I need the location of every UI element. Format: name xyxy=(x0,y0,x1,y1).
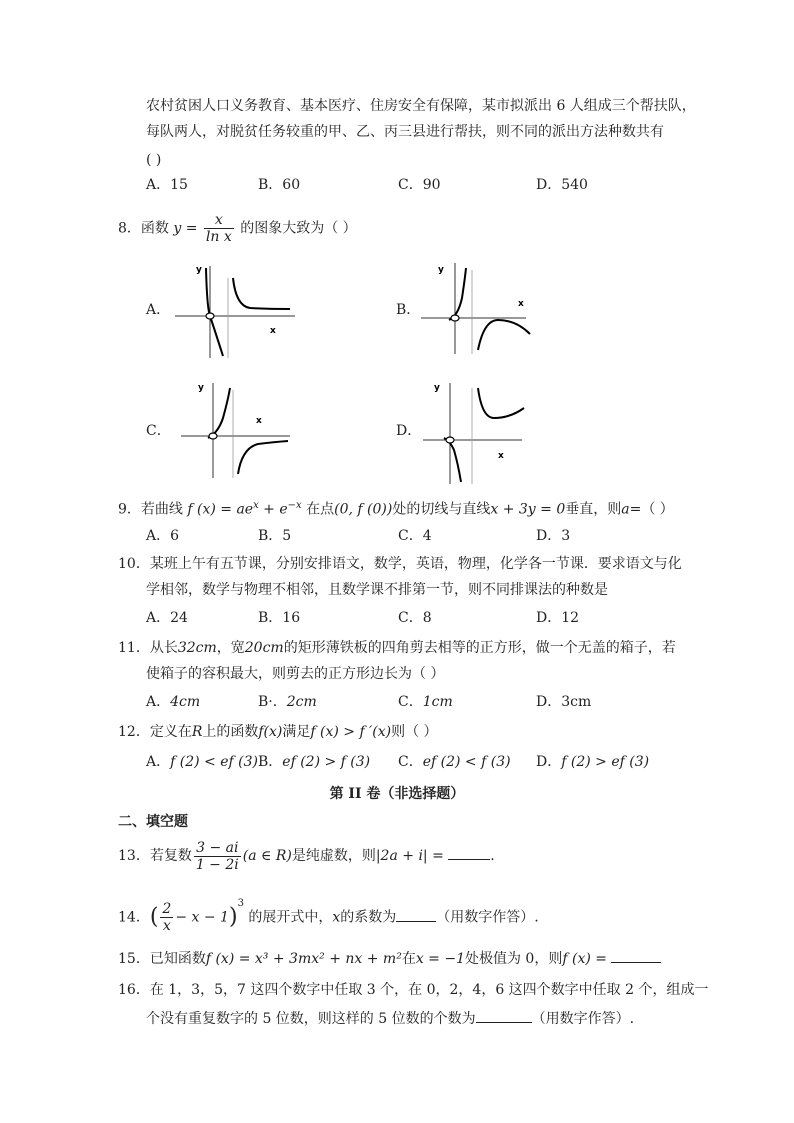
q11-option-c xyxy=(398,692,453,712)
q11-option-b-value: 2cm xyxy=(286,694,317,710)
q9-text-b: 在点 xyxy=(306,501,335,518)
graph-a-curve-right xyxy=(233,278,290,309)
q14-answer-blank[interactable] xyxy=(396,907,436,922)
q11-t3: 的矩形薄铁板的四角剪去相等的正方形，做一个无盖的箱子，若 xyxy=(283,640,676,656)
q9-paren: （ ） xyxy=(641,501,674,518)
q11-option-d-value: 3cm xyxy=(561,694,592,710)
q15-expr: f (x) = x³ + 3mx² + nx + m² xyxy=(205,951,402,967)
q11-v1: 32cm xyxy=(177,640,217,656)
q11-option-d-label: D． xyxy=(536,694,562,710)
q11-line1 xyxy=(118,638,676,658)
q12-f1: f(x) xyxy=(258,724,283,740)
graph-a-y-label: y xyxy=(196,265,202,275)
q11-line2: 使箱子的容积最大，则剪去的正方形边长为（ ） xyxy=(146,666,445,682)
q12-option-b xyxy=(258,752,370,772)
q12-stem xyxy=(118,722,438,742)
q16-line2 xyxy=(146,1008,634,1029)
q13-abs: |2a + i| = xyxy=(375,848,444,864)
q12-cond: f (x) > f ′(x) xyxy=(310,724,392,740)
q11-option-a xyxy=(146,692,200,712)
q12-t1: 12．定义在 xyxy=(118,724,192,740)
q14-x: x xyxy=(332,909,341,926)
q8-y-eq: y = xyxy=(173,220,198,237)
graph-b-curve-right xyxy=(478,320,530,350)
q7-option-c: C．90 xyxy=(398,177,441,193)
graph-a-open-point xyxy=(206,313,214,319)
graph-c-y-label: y xyxy=(198,383,204,393)
q8-frac-num: x xyxy=(204,212,234,229)
q12-option-d xyxy=(536,752,649,772)
section2-heading: 二、填空题 xyxy=(118,814,188,830)
q8-num: 8．函数 xyxy=(118,220,169,237)
q8-label-c: C． xyxy=(146,423,171,439)
q11-v2: 20cm xyxy=(244,640,284,656)
q12-option-c-label: C． xyxy=(398,754,423,770)
q14-t2: 的展开式中， xyxy=(248,909,333,926)
q10-option-c: C．8 xyxy=(398,610,432,626)
graph-c-curve-left xyxy=(208,388,230,438)
q11-t2: ，宽 xyxy=(216,640,245,656)
q9-text-a: 9．若曲线 xyxy=(118,501,183,518)
graph-d-y-label: y xyxy=(434,383,440,393)
graph-a-curve-left xyxy=(206,268,223,356)
q14-stem xyxy=(118,894,539,938)
q15-t1: 15．已知函数 xyxy=(118,951,206,967)
q13-cond: (a ∈ R) xyxy=(242,848,292,864)
q7-option-a: A．15 xyxy=(146,177,188,193)
graph-d-open-point xyxy=(446,437,454,443)
q10-option-b: B．16 xyxy=(258,610,301,626)
q13-stem xyxy=(118,836,495,876)
q13-fraction xyxy=(194,840,241,873)
q14-rest: − x − 1 xyxy=(175,909,229,926)
q16-line2b: （用数字作答）. xyxy=(531,1011,635,1027)
q10-line1: 10．某班上午有五节课，分别安排语文，数学，英语，物理，化学各一节课．要求语文与化 xyxy=(118,556,682,572)
q12-option-b-value: ef (2) > f (3) xyxy=(282,754,371,770)
q9-expr: f (x) = ae xyxy=(187,501,254,518)
graph-d-curve-right xyxy=(478,388,524,418)
q9-exp1: x xyxy=(253,500,259,511)
q7-option-b: B．60 xyxy=(258,177,301,193)
q9-a-eq: a= xyxy=(621,501,642,518)
graph-b-open-point xyxy=(451,315,459,321)
q11-option-b-label: B·． xyxy=(258,694,287,710)
q12-option-d-value: f (2) > ef (3) xyxy=(561,754,650,770)
q10-line2: 学相邻，数学与物理不相邻，且数学课不排第一节，则不同排课法的种数是 xyxy=(146,582,608,598)
q8-fraction xyxy=(204,212,234,245)
q8-graph-c xyxy=(178,378,298,480)
part2-heading: 第 II 卷（非选择题） xyxy=(329,786,465,802)
graph-d-curve-left xyxy=(444,438,461,482)
q16-line2a: 个没有重复数字的 5 位数，则这样的 5 位数的个数为 xyxy=(146,1011,476,1027)
q15-fx: f (x) = xyxy=(562,951,607,967)
q8-graph-d xyxy=(420,378,530,486)
graph-b-x-label: x xyxy=(518,299,524,309)
q14-fraction xyxy=(160,901,173,934)
q8-graph-a xyxy=(170,258,300,360)
q10-option-a: A．24 xyxy=(146,610,188,626)
q7-option-d: D．540 xyxy=(536,177,588,193)
q13-frac-num: 3 − ai xyxy=(194,840,241,857)
q16-answer-blank[interactable] xyxy=(476,1008,532,1023)
q8-label-a: A． xyxy=(146,302,171,318)
q9-point: (0, f (0)) xyxy=(334,501,393,518)
q11-option-d xyxy=(536,692,591,712)
q15-answer-blank[interactable] xyxy=(611,948,661,963)
q12-option-a-value: f (2) < ef (3) xyxy=(170,754,258,770)
q11-option-a-label: A． xyxy=(146,694,171,710)
q12-option-b-label: B． xyxy=(258,754,283,770)
q11-option-c-value: 1cm xyxy=(422,694,453,710)
q11-option-b xyxy=(258,692,317,712)
q9-text-c: 处的切线与直线 xyxy=(392,501,491,518)
q14-lparen: ( xyxy=(149,904,159,930)
q11-option-a-value: 4cm xyxy=(170,694,201,710)
graph-c-curve-right xyxy=(238,441,288,474)
q9-option-c: C．4 xyxy=(398,528,432,544)
q15-stem xyxy=(118,948,661,969)
q12-t2: 上的函数 xyxy=(202,724,259,740)
graph-c-x-label: x xyxy=(256,416,262,426)
q8-tail: 的图象大致为（ ） xyxy=(240,220,357,237)
q14-rparen: ) xyxy=(228,904,238,930)
q8-label-d: D． xyxy=(396,423,422,439)
graph-a-x-label: x xyxy=(270,326,276,336)
q9-plus: + e xyxy=(258,501,288,518)
q9-text-d: 垂直，则 xyxy=(565,501,622,518)
q11-t1: 11．从长 xyxy=(118,640,178,656)
q9-option-d: D．3 xyxy=(536,528,571,544)
q14-t4: （用数字作答）. xyxy=(436,909,539,926)
graph-c-open-point xyxy=(209,433,217,439)
q9-option-b: B．5 xyxy=(258,528,292,544)
q14-frac-num: 2 xyxy=(162,901,172,918)
q10-option-d: D．12 xyxy=(536,610,580,626)
q15-t2: 在 xyxy=(401,951,416,967)
q14-t3: 的系数为 xyxy=(340,909,397,926)
q12-option-c-value: ef (2) < f (3) xyxy=(422,754,511,770)
q13-t2: 是纯虚数，则 xyxy=(291,848,376,864)
q8-frac-den: ln x xyxy=(205,229,232,245)
q13-frac-den: 1 − 2i xyxy=(195,856,239,873)
q14-power: 3 xyxy=(237,898,244,909)
q9-line: x + 3y = 0 xyxy=(490,501,566,518)
graph-b-curve-left xyxy=(449,268,466,320)
q12-option-c xyxy=(398,752,511,772)
q14-frac-den: x xyxy=(162,918,171,935)
q8-label-b: B． xyxy=(396,302,421,318)
q12-R: R xyxy=(191,724,203,740)
q9-option-a: A．6 xyxy=(146,528,180,544)
q12-option-a xyxy=(146,752,258,772)
q14-t1: 14． xyxy=(118,909,150,926)
q12-option-d-label: D． xyxy=(536,754,562,770)
q15-point: x = −1 xyxy=(415,951,465,967)
q13-end: . xyxy=(490,848,495,864)
q15-t3: 处极值为 0，则 xyxy=(464,951,563,967)
q7-line1: 农村贫困人口义务教育、基本医疗、住房安全有保障，某市拟派出 6 人组成三个帮扶队， xyxy=(146,98,696,114)
q8-stem xyxy=(118,212,357,245)
q8-graph-b xyxy=(418,258,536,358)
graph-d-x-label: x xyxy=(498,451,504,461)
q12-t4: 则（ ） xyxy=(391,724,438,740)
q16-line1: 16．在 1，3，5，7 这四个数字中任取 3 个，在 0，2，4，6 这四个数字中任取 2 个，组成一 xyxy=(118,982,709,998)
q12-option-a-label: A． xyxy=(146,754,171,770)
graph-b-y-label: y xyxy=(438,265,444,275)
q9-exp2: −x xyxy=(287,500,302,511)
q11-option-c-label: C． xyxy=(398,694,423,710)
q13-t1: 13．若复数 xyxy=(118,848,192,864)
q12-t3: 满足 xyxy=(282,724,311,740)
q9-stem xyxy=(118,496,674,520)
q13-answer-blank[interactable] xyxy=(448,845,490,860)
q7-line2: 每队两人，对脱贫任务较重的甲、乙、丙三县进行帮扶，则不同的派出方法种数共有 xyxy=(146,124,664,140)
q7-paren: ( ) xyxy=(146,152,162,168)
